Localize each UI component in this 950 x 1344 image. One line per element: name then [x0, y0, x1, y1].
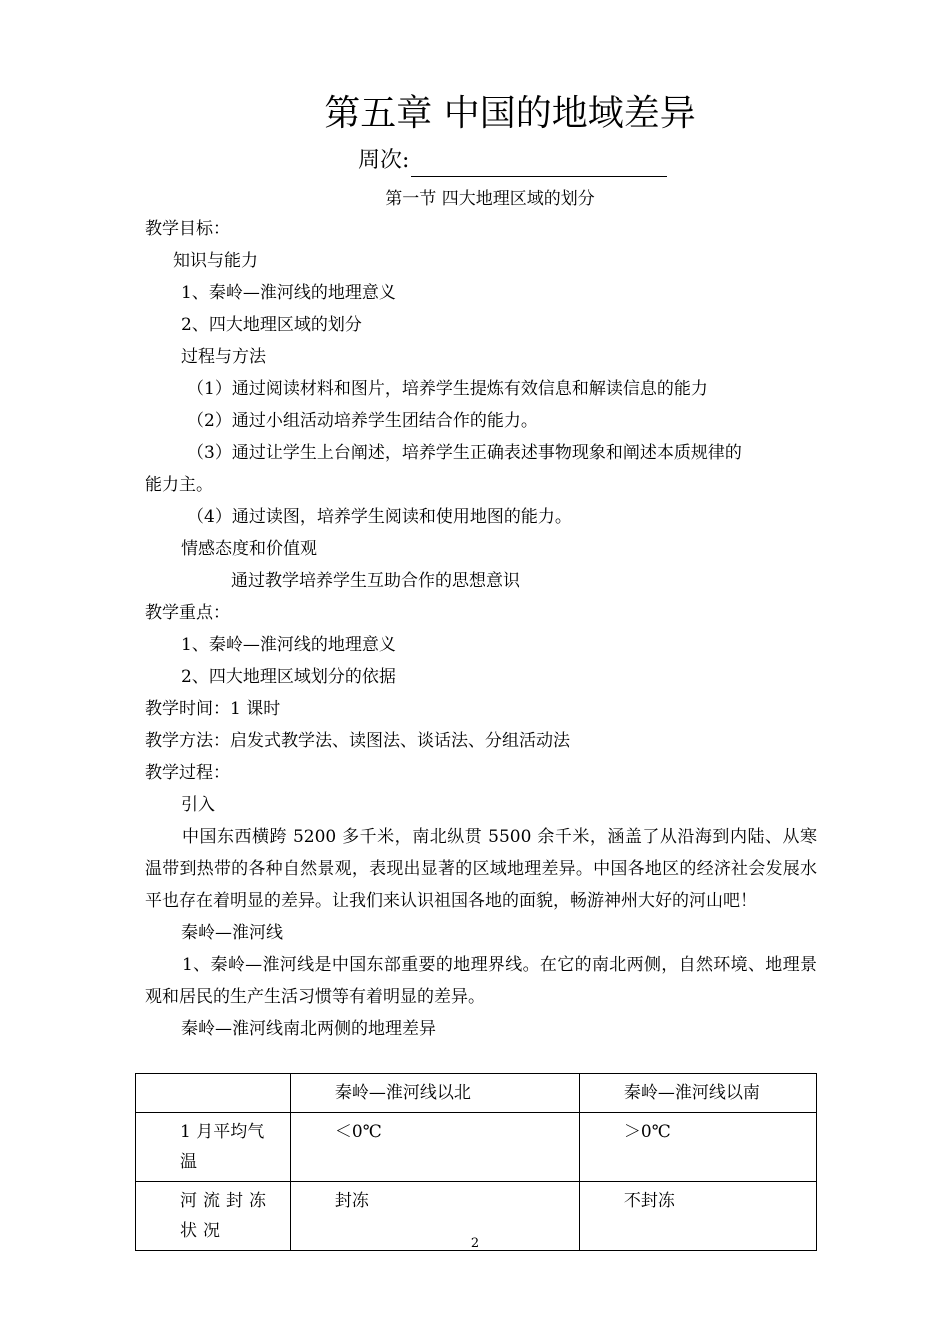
method-item-4: （4）通过读图，培养学生阅读和使用地图的能力。	[187, 507, 572, 527]
chapter-title: 第五章 中国的地域差异	[324, 93, 696, 134]
week-label: 周次:	[358, 148, 410, 173]
attitude-item: 通过教学培养学生互助合作的思想意识	[231, 571, 520, 591]
table-cell: 封冻	[290, 1182, 579, 1251]
teaching-goals-heading: 教学目标：	[145, 219, 230, 239]
document-body	[145, 213, 817, 1045]
table-cell: ＜0℃	[290, 1113, 579, 1182]
section-title: 第一节 四大地理区域的划分	[385, 189, 595, 209]
table-cell: 1 月平均气温	[136, 1113, 291, 1182]
teaching-methods: 教学方法：启发式教学法、读图法、谈话法、分组活动法	[145, 731, 570, 751]
week-field	[358, 145, 667, 177]
table-header-cell: 秦岭—淮河线以南	[579, 1074, 816, 1113]
method-item-3-cont: 能力主。	[145, 475, 213, 495]
teaching-process-heading: 教学过程：	[145, 763, 230, 783]
teaching-time: 教学时间：1 课时	[145, 699, 281, 719]
knowledge-ability-heading: 知识与能力	[173, 251, 258, 271]
method-item-2: （2）通过小组活动培养学生团结合作的能力。	[187, 411, 538, 431]
goal-item-1: 1、秦岭—淮河线的地理意义	[181, 283, 396, 303]
page-number: 2	[470, 1236, 480, 1251]
key-points-heading: 教学重点：	[145, 603, 230, 623]
introduction-heading: 引入	[181, 795, 215, 815]
table-caption: 秦岭—淮河线南北两侧的地理差异	[181, 1019, 436, 1039]
table-header-row	[136, 1074, 817, 1113]
week-blank-line	[411, 152, 667, 177]
qinling-huaihe-heading: 秦岭—淮河线	[181, 923, 283, 943]
attitude-values-heading: 情感态度和价值观	[181, 539, 317, 559]
table-row	[136, 1113, 817, 1182]
difference-table	[135, 1073, 817, 1251]
table-header-cell	[136, 1074, 291, 1113]
table-cell: 不封冻	[579, 1182, 816, 1251]
introduction-paragraph: 中国东西横跨 5200 多千米，南北纵贯 5500 余千米，涵盖了从沿海到内陆、从寒温带到热带的各种自然景观，表现出显著的区域地理差异。中国各地区的经济社会发展水平也存在着明显的差异。让我们来认识祖国各地的面貌，畅游神州大好的河山吧！	[145, 827, 817, 911]
table-cell: ＞0℃	[579, 1113, 816, 1182]
key-point-1: 1、秦岭—淮河线的地理意义	[181, 635, 396, 655]
qinling-huaihe-paragraph: 1、秦岭—淮河线是中国东部重要的地理界线。在它的南北两侧，自然环境、地理景观和居民的生产生活习惯等有着明显的差异。	[145, 955, 817, 1007]
table-cell: 河流封冻状况	[136, 1182, 291, 1251]
process-method-heading: 过程与方法	[181, 347, 266, 367]
key-point-2: 2、四大地理区域划分的依据	[181, 667, 396, 687]
goal-item-2: 2、四大地理区域的划分	[181, 315, 362, 335]
method-item-1: （1）通过阅读材料和图片，培养学生提炼有效信息和解读信息的能力	[187, 379, 708, 399]
table-header-cell: 秦岭—淮河线以北	[290, 1074, 579, 1113]
method-item-3: （3）通过让学生上台阐述，培养学生正确表述事物现象和阐述本质规律的	[187, 443, 742, 463]
